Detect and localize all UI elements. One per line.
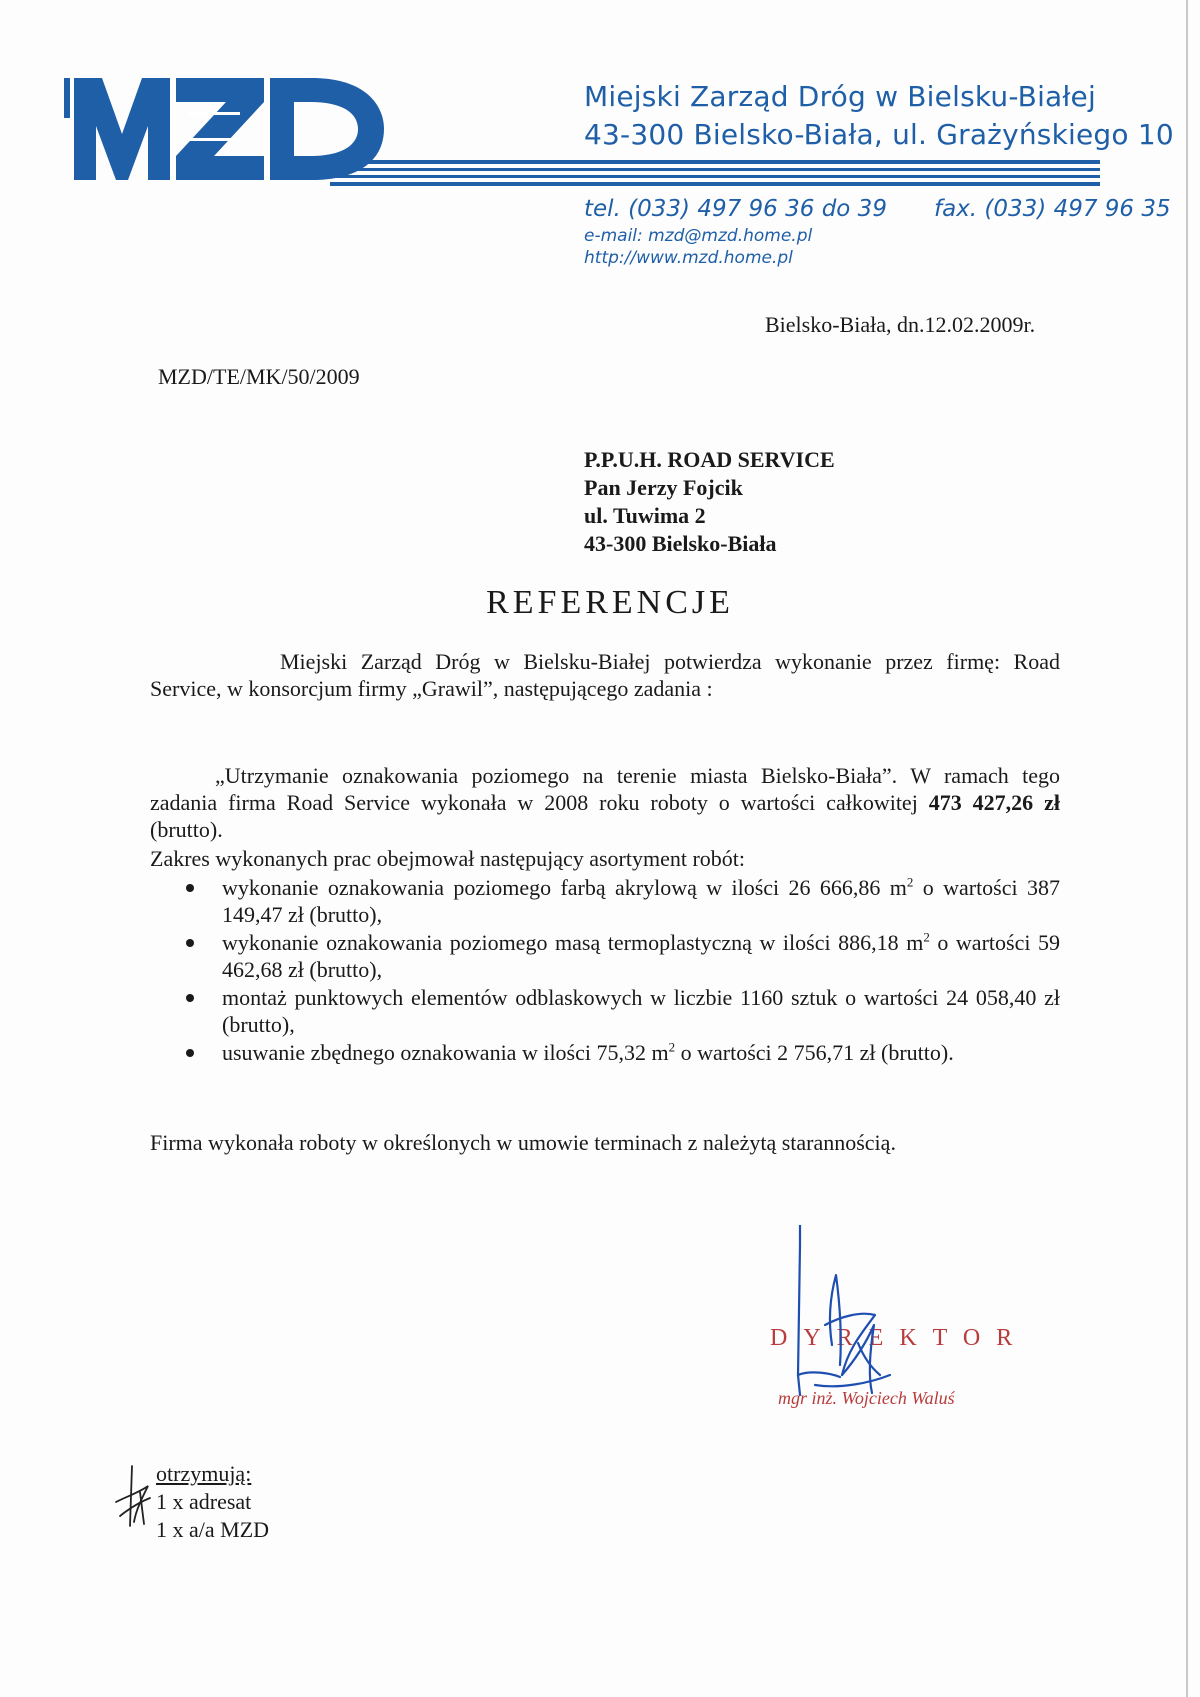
list-item: usuwanie zbędnego oznakowania w ilości 75,32 $m^2$ o wartości 2 756,71 zł (brutto).: [150, 1039, 1060, 1066]
list-item: wykonanie oznakowania poziomego farbą akrylową w ilości 26 666,86 $m^2$ o wartości 387 149,47 zł (brutto),: [150, 874, 1060, 928]
director-stamp-title: DYREKTOR: [770, 1325, 1029, 1351]
letter-date: Bielsko-Biała, dn.12.02.2009r.: [765, 312, 1036, 337]
addressee-person: Pan Jerzy Fojcik: [584, 475, 743, 500]
total-suffix: (brutto).: [150, 817, 223, 842]
bullet-icon: [186, 939, 194, 947]
recipient-addressee: 1 x adresat: [156, 1489, 252, 1514]
recipient-archive: 1 x a/a MZD: [156, 1517, 270, 1542]
bullet-icon: [186, 884, 194, 892]
website-url: http://www.mzd.home.pl: [584, 248, 793, 268]
work-items-list: [150, 874, 1060, 1067]
recipients-heading: otrzymują:: [156, 1461, 252, 1486]
page-edge: [1186, 0, 1188, 1697]
list-item: wykonanie oznakowania poziomego masą termoplastyczną w ilości 886,18 $m^2$ o wartości 59 462,68 zł (brutto),: [150, 929, 1060, 983]
org-address: 43-300 Bielsko-Biała, ul. Grażyńskiego 10: [584, 118, 1174, 151]
addressee-city: 43-300 Bielsko-Biała: [584, 531, 777, 556]
addressee-street: ul. Tuwima 2: [584, 503, 706, 528]
scope-intro: Zakres wykonanych prac obejmował następujący asortyment robót:: [150, 846, 746, 871]
task-paragraph: [150, 762, 1060, 843]
addressee-company: P.P.U.H. ROAD SERVICE: [584, 447, 835, 472]
director-stamp-name: mgr inż. Wojciech Waluś: [778, 1388, 955, 1408]
total-value: 473 427,26 zł: [928, 790, 1060, 815]
handwritten-signature: [770, 1225, 970, 1435]
task-text: „Utrzymanie oznakowania poziomego na terenie miasta Bielsko-Biała”. W ramach tego zadania firma Road Service wykonała w 2008 roku roboty o wartości całkowitej: [150, 763, 1060, 815]
intro-text: Miejski Zarząd Dróg w Bielsku-Białej potwierdza wykonanie przez firmę: Road Service, w konsorcjum firmy „Grawil”, następującego zadania :: [150, 649, 1060, 701]
letterhead-rule: [330, 160, 1100, 186]
closing-statement: Firma wykonała roboty w określonych w umowie terminach z należytą starannością.: [150, 1130, 896, 1155]
list-item: montaż punktowych elementów odblaskowych w liczbie 1160 sztuk o wartości 24 058,40 zł (brutto),: [150, 984, 1060, 1038]
fax-number: fax. (033) 497 96 35: [934, 196, 1171, 222]
org-name: Miejski Zarząd Dróg w Bielsku-Białej: [584, 80, 1096, 113]
document-title: REFERENCJE: [486, 584, 734, 621]
bullet-icon: [186, 994, 194, 1002]
intro-paragraph: [150, 648, 1060, 702]
phone-number: tel. (033) 497 96 36 do 39: [584, 196, 887, 222]
recipients-block: [156, 1460, 269, 1544]
addressee-block: [584, 446, 835, 558]
reference-number: MZD/TE/MK/50/2009: [158, 364, 360, 389]
bullet-icon: [186, 1049, 194, 1057]
email-address: e-mail: mzd@mzd.home.pl: [584, 226, 813, 246]
